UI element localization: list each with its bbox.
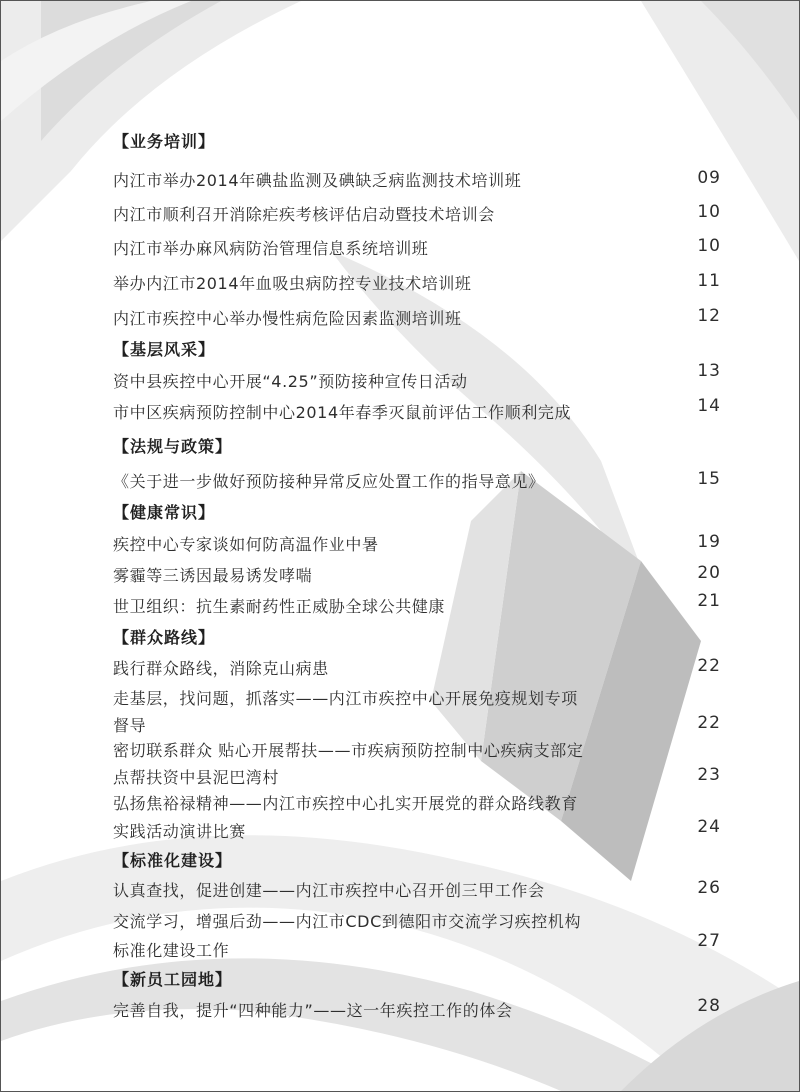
entry-title: 市中区疾病预防控制中心2014年春季灭鼠前评估工作顺利完成 — [113, 403, 572, 422]
entry-page-number: 22 — [697, 713, 721, 733]
entry-title: 资中县疾控中心开展“4.25”预防接种宣传日活动 — [113, 372, 468, 391]
entry-page-number: 20 — [697, 563, 721, 583]
entry-page-number: 26 — [697, 878, 721, 898]
section-heading: 【法规与政策】 — [113, 437, 233, 456]
entry-title: 内江市举办2014年碘盐监测及碘缺乏病监测技术培训班 — [113, 171, 522, 190]
section-heading: 【标准化建设】 — [113, 851, 233, 870]
entry-page-number: 15 — [697, 469, 721, 489]
entry-title-continuation: 点帮扶资中县泥巴湾村 — [113, 768, 280, 787]
entry-page-number: 13 — [697, 361, 721, 381]
entry-title: 完善自我，提升“四种能力”——这一年疾控工作的体会 — [113, 1001, 513, 1020]
entry-page-number: 11 — [697, 271, 721, 291]
entry-title: 交流学习，增强后劲——内江市CDC到德阳市交流学习疾控机构 — [113, 912, 582, 931]
entry-page-number: 19 — [697, 532, 721, 552]
table-of-contents — [113, 1, 721, 1091]
entry-page-number: 24 — [697, 817, 721, 837]
entry-title: 认真查找，促进创建——内江市疾控中心召开创三甲工作会 — [113, 881, 545, 900]
entry-title: 举办内江市2014年血吸虫病防控专业技术培训班 — [113, 274, 472, 293]
entry-title: 践行群众路线，消除克山病患 — [113, 659, 329, 678]
entry-title: 世卫组织：抗生素耐药性正威胁全球公共健康 — [113, 597, 446, 616]
entry-title: 《关于进一步做好预防接种异常反应处置工作的指导意见》 — [113, 472, 545, 491]
section-heading: 【基层风采】 — [113, 340, 216, 359]
entry-title: 内江市顺利召开消除疟疾考核评估启动暨技术培训会 — [113, 205, 495, 224]
entry-page-number: 09 — [697, 168, 721, 188]
entry-title: 弘扬焦裕禄精神——内江市疾控中心扎实开展党的群众路线教育 — [113, 794, 578, 813]
section-heading: 【群众路线】 — [113, 628, 216, 647]
entry-page-number: 28 — [697, 996, 721, 1016]
entry-page-number: 10 — [697, 202, 721, 222]
entry-title: 内江市举办麻风病防治管理信息系统培训班 — [113, 239, 429, 258]
entry-page-number: 12 — [697, 306, 721, 326]
entry-page-number: 22 — [697, 656, 721, 676]
section-heading: 【健康常识】 — [113, 503, 216, 522]
entry-title: 疾控中心专家谈如何防高温作业中暑 — [113, 535, 379, 554]
entry-title-continuation: 标准化建设工作 — [113, 941, 230, 960]
entry-title: 密切联系群众 贴心开展帮扶——市疾病预防控制中心疾病支部定 — [113, 741, 584, 760]
entry-page-number: 23 — [697, 765, 721, 785]
entry-page-number: 21 — [697, 591, 721, 611]
entry-title-continuation: 督导 — [113, 716, 147, 735]
entry-page-number: 10 — [697, 236, 721, 256]
section-heading: 【新员工园地】 — [113, 970, 233, 989]
entry-title-continuation: 实践活动演讲比赛 — [113, 822, 246, 841]
entry-page-number: 14 — [697, 396, 721, 416]
entry-title: 雾霾等三诱因最易诱发哮喘 — [113, 566, 313, 585]
entry-page-number: 27 — [697, 931, 721, 951]
entry-title: 内江市疾控中心举办慢性病危险因素监测培训班 — [113, 309, 462, 328]
entry-title: 走基层，找问题，抓落实——内江市疾控中心开展免疫规划专项 — [113, 689, 578, 708]
section-heading: 【业务培训】 — [113, 132, 216, 151]
